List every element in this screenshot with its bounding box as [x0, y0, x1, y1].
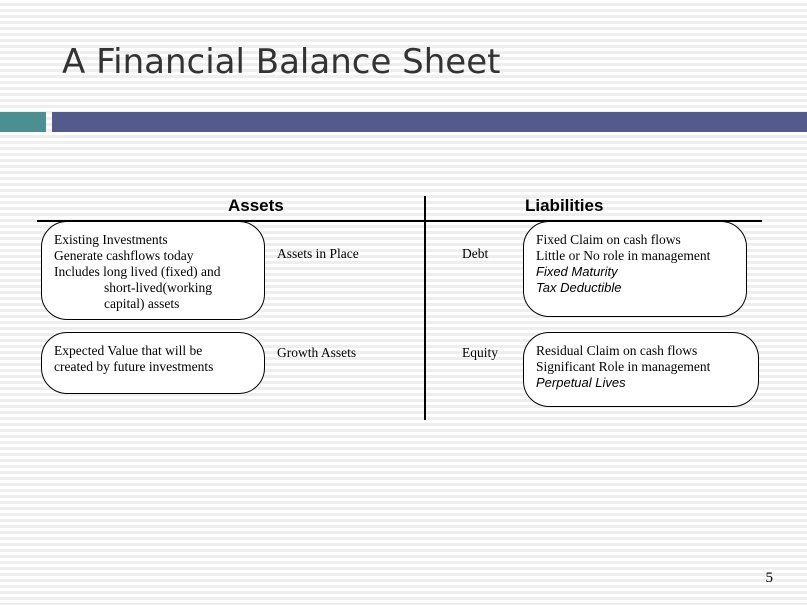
- box-line: Little or No role in management: [536, 248, 711, 263]
- accent-bar-left: [0, 112, 46, 132]
- box-line: Existing Investments: [54, 232, 168, 247]
- box-line: Residual Claim on cash flows: [536, 343, 698, 358]
- box-line: capital) assets: [104, 296, 180, 311]
- liabilities-header: Liabilities: [525, 196, 604, 215]
- page-number: 5: [765, 570, 773, 586]
- debt-box: [523, 221, 747, 317]
- growth-assets-label: Growth Assets: [277, 345, 357, 360]
- debt-label: Debt: [462, 246, 489, 261]
- equity-label: Equity: [462, 345, 498, 360]
- center-divider-line: [424, 196, 426, 420]
- equity-box: [523, 332, 759, 407]
- expected-value-box: [41, 332, 265, 394]
- box-line-italic: Fixed Maturity: [536, 264, 618, 279]
- accent-bar-right: [52, 112, 807, 132]
- box-line-italic: Tax Deductible: [536, 280, 622, 295]
- box-line: Expected Value that will be: [54, 343, 203, 358]
- box-line: Fixed Claim on cash flows: [536, 232, 681, 247]
- box-line: Generate cashflows today: [54, 248, 194, 263]
- box-line-italic: Perpetual Lives: [536, 375, 626, 390]
- assets-header: Assets: [228, 196, 284, 215]
- box-line: created by future investments: [54, 359, 214, 374]
- box-line: Significant Role in management: [536, 359, 711, 374]
- slide-title: A Financial Balance Sheet: [62, 42, 501, 82]
- assets-in-place-label: Assets in Place: [277, 246, 359, 261]
- box-line: Includes long lived (fixed) and: [54, 264, 221, 279]
- box-line: short-lived(working: [104, 280, 212, 295]
- existing-investments-box: [41, 221, 265, 320]
